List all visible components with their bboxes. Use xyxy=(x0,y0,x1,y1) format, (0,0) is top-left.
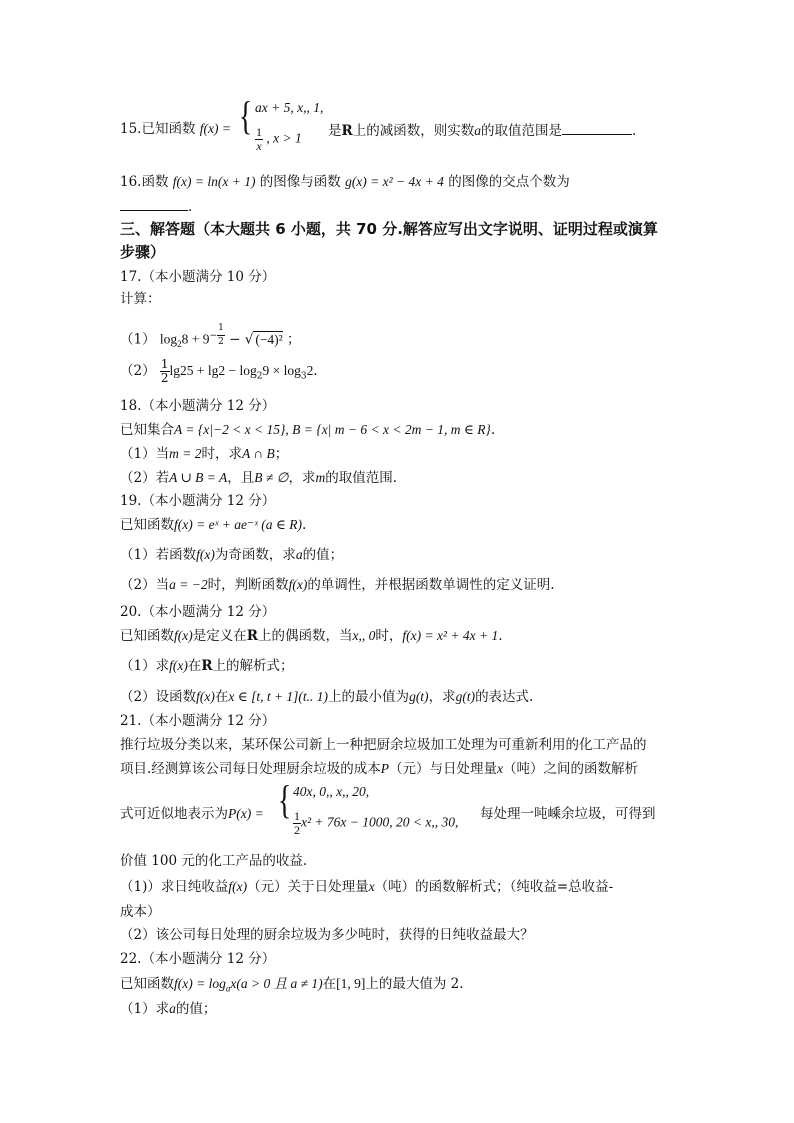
q15-prefix: 15.已知函数 xyxy=(120,121,196,137)
q17-part2: （2） $\frac{1}{2}$ $\lg 25 + \lg 2 - \log_29 \times \log_32$. xyxy=(120,357,318,385)
q15-case1: ax + 5, x,, 1, xyxy=(255,100,324,115)
q21-brace: { xyxy=(277,777,292,822)
exam-page: 15.已知函数 f(x) = { ax + 5, x,, 1, $\frac{1}{x}$ , x > 1 是R上的减函数，则实数a的取值范围是 . 16.函数 f(x) = ln(x + 1) 的图像与函数 g(x) = x² − 4x + 4 的图像的交点个数为 . 三、解答题（本大题共 6 小题，共 70 分.解答应写出文字说明、证明过程或演算 步骤） 17.（本小题满分 10 分） 计算： （1） $\log_28 + 9^{- \frac{1}{2}}$ − √ (−4)² ； （2） $\frac{1}{2}$ $\lg 25 + \lg 2 - \log_29 \times \log_32$. 18.（本小题满分 12 分） 已知集合A = {x|−2 < x < 15}, B = {x| m − 6 < x < 2m − 1, m ∈ R}. （1）当m = 2时，求A ∩ B； （2）若A ∪ B = A，且B ≠ ∅，求m的取值范围. 19.（本小题满分 12 分） 已知函数f(x) = eˣ + ae⁻ˣ (a ∈ R). （1）若函数f(x)为奇函数，求a的值； （2）当a = −2时，判断函数f(x)的单调性，并根据函数单调性的定义证明. 20.（本小题满分 12 分） 已知函数f(x)是定义在R上的偶函数，当x,, 0时，f(x) = x² + 4x + 1. （1）求f(x)在R上的解析式； （2）设函数f(x)在x ∈ [t, t + 1](t.. 1)上的最小值为g(t)，求g(t)的表达式. 21.（本小题满分 12 分） 推行垃圾分类以来，某环保公司新上一种把厨余垃圾加工处理为可重新利用的化工产品的 项目.经测算该公司每日处理厨余垃圾的成本P（元）与日处理量x（吨）之间的函数解析 式可近似地表示为P(x) = { 40x, 0,, x,, 20, $\frac{1}{2}$ x² + 76x − 1000, 20 < x,, 30, 每处理一吨嵊余垃圾，可得到 价值 100 元的化工产品的收益. （1)）求日纯收益f(x)（元）关于日处理量x（吨）的函数解析式；（纯收益=总收益- 成本） （2）该公司每日处理的厨余垃圾为多少吨时，获得的日纯收益最大？ 22.（本小题满分 12 分） 已知函数$f(x) = \log_ax(a > 0$ 且 a ≠ 1)在[1, 9]上的最大值为 2. （1）求a的值； xyxy=(120,93,658,1017)
q17-part1: （1） $\log_28 + 9^{- \frac{1}{2}}$ − √ (−4)² ； xyxy=(120,323,301,350)
q15-case2: $\frac{1}{x}$ , x > 1 xyxy=(256,125,302,153)
q21-case1: 40x, 0,, x,, 20, xyxy=(293,784,370,799)
q15-fx: f(x) = xyxy=(199,121,231,136)
q16-answer-blank xyxy=(120,196,188,211)
q15-R: R xyxy=(341,123,353,139)
q21-case2: $\frac{1}{2}$ x² + 76x − 1000, 20 < x,, 30, xyxy=(294,809,459,837)
q15-answer-blank xyxy=(562,120,632,135)
q15-brace: { xyxy=(238,93,253,138)
